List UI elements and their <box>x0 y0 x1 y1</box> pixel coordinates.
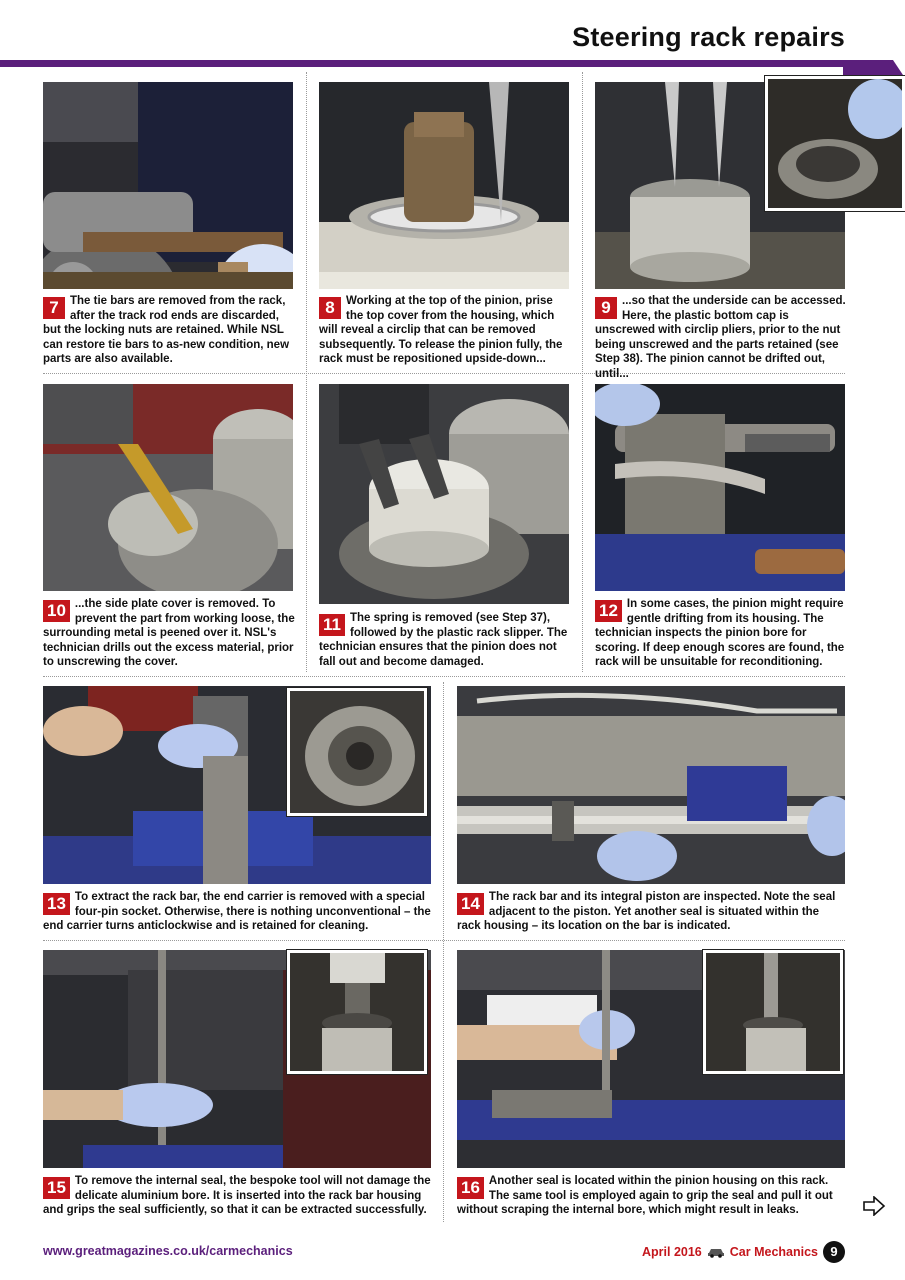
step-16-caption: 16 Another seal is located within the pinion housing on this rack. The same tool is employed again to grip the seal and pull it out without scraping the internal bore, which might result in leaks. <box>457 1175 833 1217</box>
step-16-inset-photo <box>703 950 843 1074</box>
step-12-caption: 12 In some cases, the pinion might require gentle drifting from its housing. The technician inspects the pinion bore for scoring. If deep enough scores are found, the rack will be unsuitable for reconditioning. <box>595 598 845 669</box>
step-number-badge: 16 <box>457 1177 484 1199</box>
step-8-caption: 8 Working at the top of the pinion, prise the top cover from the housing, which will reveal a circlip that can be removed subsequently. To release the pinion fully, the rack must be repositioned upside-down... <box>319 295 563 366</box>
step-10-caption: 10 ...the side plate cover is removed. To prevent the part from working loose, the surrounding metal is peened over it. NSL's technician drills out the excess material, prior to unscrewing the cover. <box>43 598 295 669</box>
step-number-badge: 9 <box>595 297 617 319</box>
car-icon <box>707 1246 725 1258</box>
next-page-arrow-icon[interactable] <box>862 1196 886 1216</box>
footer-issue <box>642 1241 845 1263</box>
step-11-photo <box>319 384 569 604</box>
footer-url[interactable]: www.greatmagazines.co.uk/carmechanics <box>43 1244 293 1258</box>
header-rule <box>0 60 847 67</box>
footer-magazine: Car Mechanics <box>729 1245 818 1259</box>
step-15-caption: 15 To remove the internal seal, the bespoke tool will not damage the delicate aluminium bore. It is inserted into the rack bar housing and grips the seal sufficiently, so that it can be extracted successfully. <box>43 1175 431 1217</box>
step-14-caption: 14 The rack bar and its integral piston are inspected. Note the seal adjacent to the piston. Yet another seal is situated within the rack housing – its location on the bar is indicated. <box>457 891 836 933</box>
step-number-badge: 14 <box>457 893 484 915</box>
footer-date: April 2016 <box>642 1245 702 1259</box>
step-7-caption: 7 The tie bars are removed from the rack, after the track rod ends are discarded, but the locking nuts are retained. While NSL can restore tie bars to as-new condition, new parts are also available. <box>43 295 290 366</box>
page-title: Steering rack repairs <box>572 22 845 52</box>
step-10-photo <box>43 384 293 591</box>
step-number-badge: 8 <box>319 297 341 319</box>
step-13-caption: 13 To extract the rack bar, the end carrier is removed with a special four-pin socket. Otherwise, there is nothing unconventional – the end carrier turns anticlockwise and is retained for cleaning. <box>43 891 431 933</box>
step-number-badge: 7 <box>43 297 65 319</box>
step-12-photo <box>595 384 845 591</box>
step-number-badge: 13 <box>43 893 70 915</box>
step-number-badge: 12 <box>595 600 622 622</box>
step-7-photo <box>43 82 293 289</box>
step-14-photo <box>457 686 845 884</box>
row-divider <box>43 676 845 677</box>
row-divider <box>43 940 845 941</box>
page-number: 9 <box>823 1241 845 1263</box>
column-divider <box>443 682 444 1222</box>
step-number-badge: 10 <box>43 600 70 622</box>
step-11-caption: 11 The spring is removed (see Step 37), followed by the plastic rack slipper. The technician ensures that the pinion does not fall out and become damaged. <box>319 612 568 668</box>
step-13-inset-photo <box>287 688 427 816</box>
step-9-inset-photo <box>765 76 905 211</box>
step-15-inset-photo <box>287 950 427 1074</box>
step-number-badge: 11 <box>319 614 345 636</box>
step-8-photo <box>319 82 569 289</box>
step-number-badge: 15 <box>43 1177 70 1199</box>
step-9-caption: 9 ...so that the underside can be accessed. Here, the plastic bottom cap is unscrewed with circlip pliers, prior to the nut being unscrewed and the parts retained (see Step 38). The pinion cannot be drifted out, until... <box>595 295 846 380</box>
column-divider <box>306 72 307 672</box>
column-divider <box>582 72 583 672</box>
